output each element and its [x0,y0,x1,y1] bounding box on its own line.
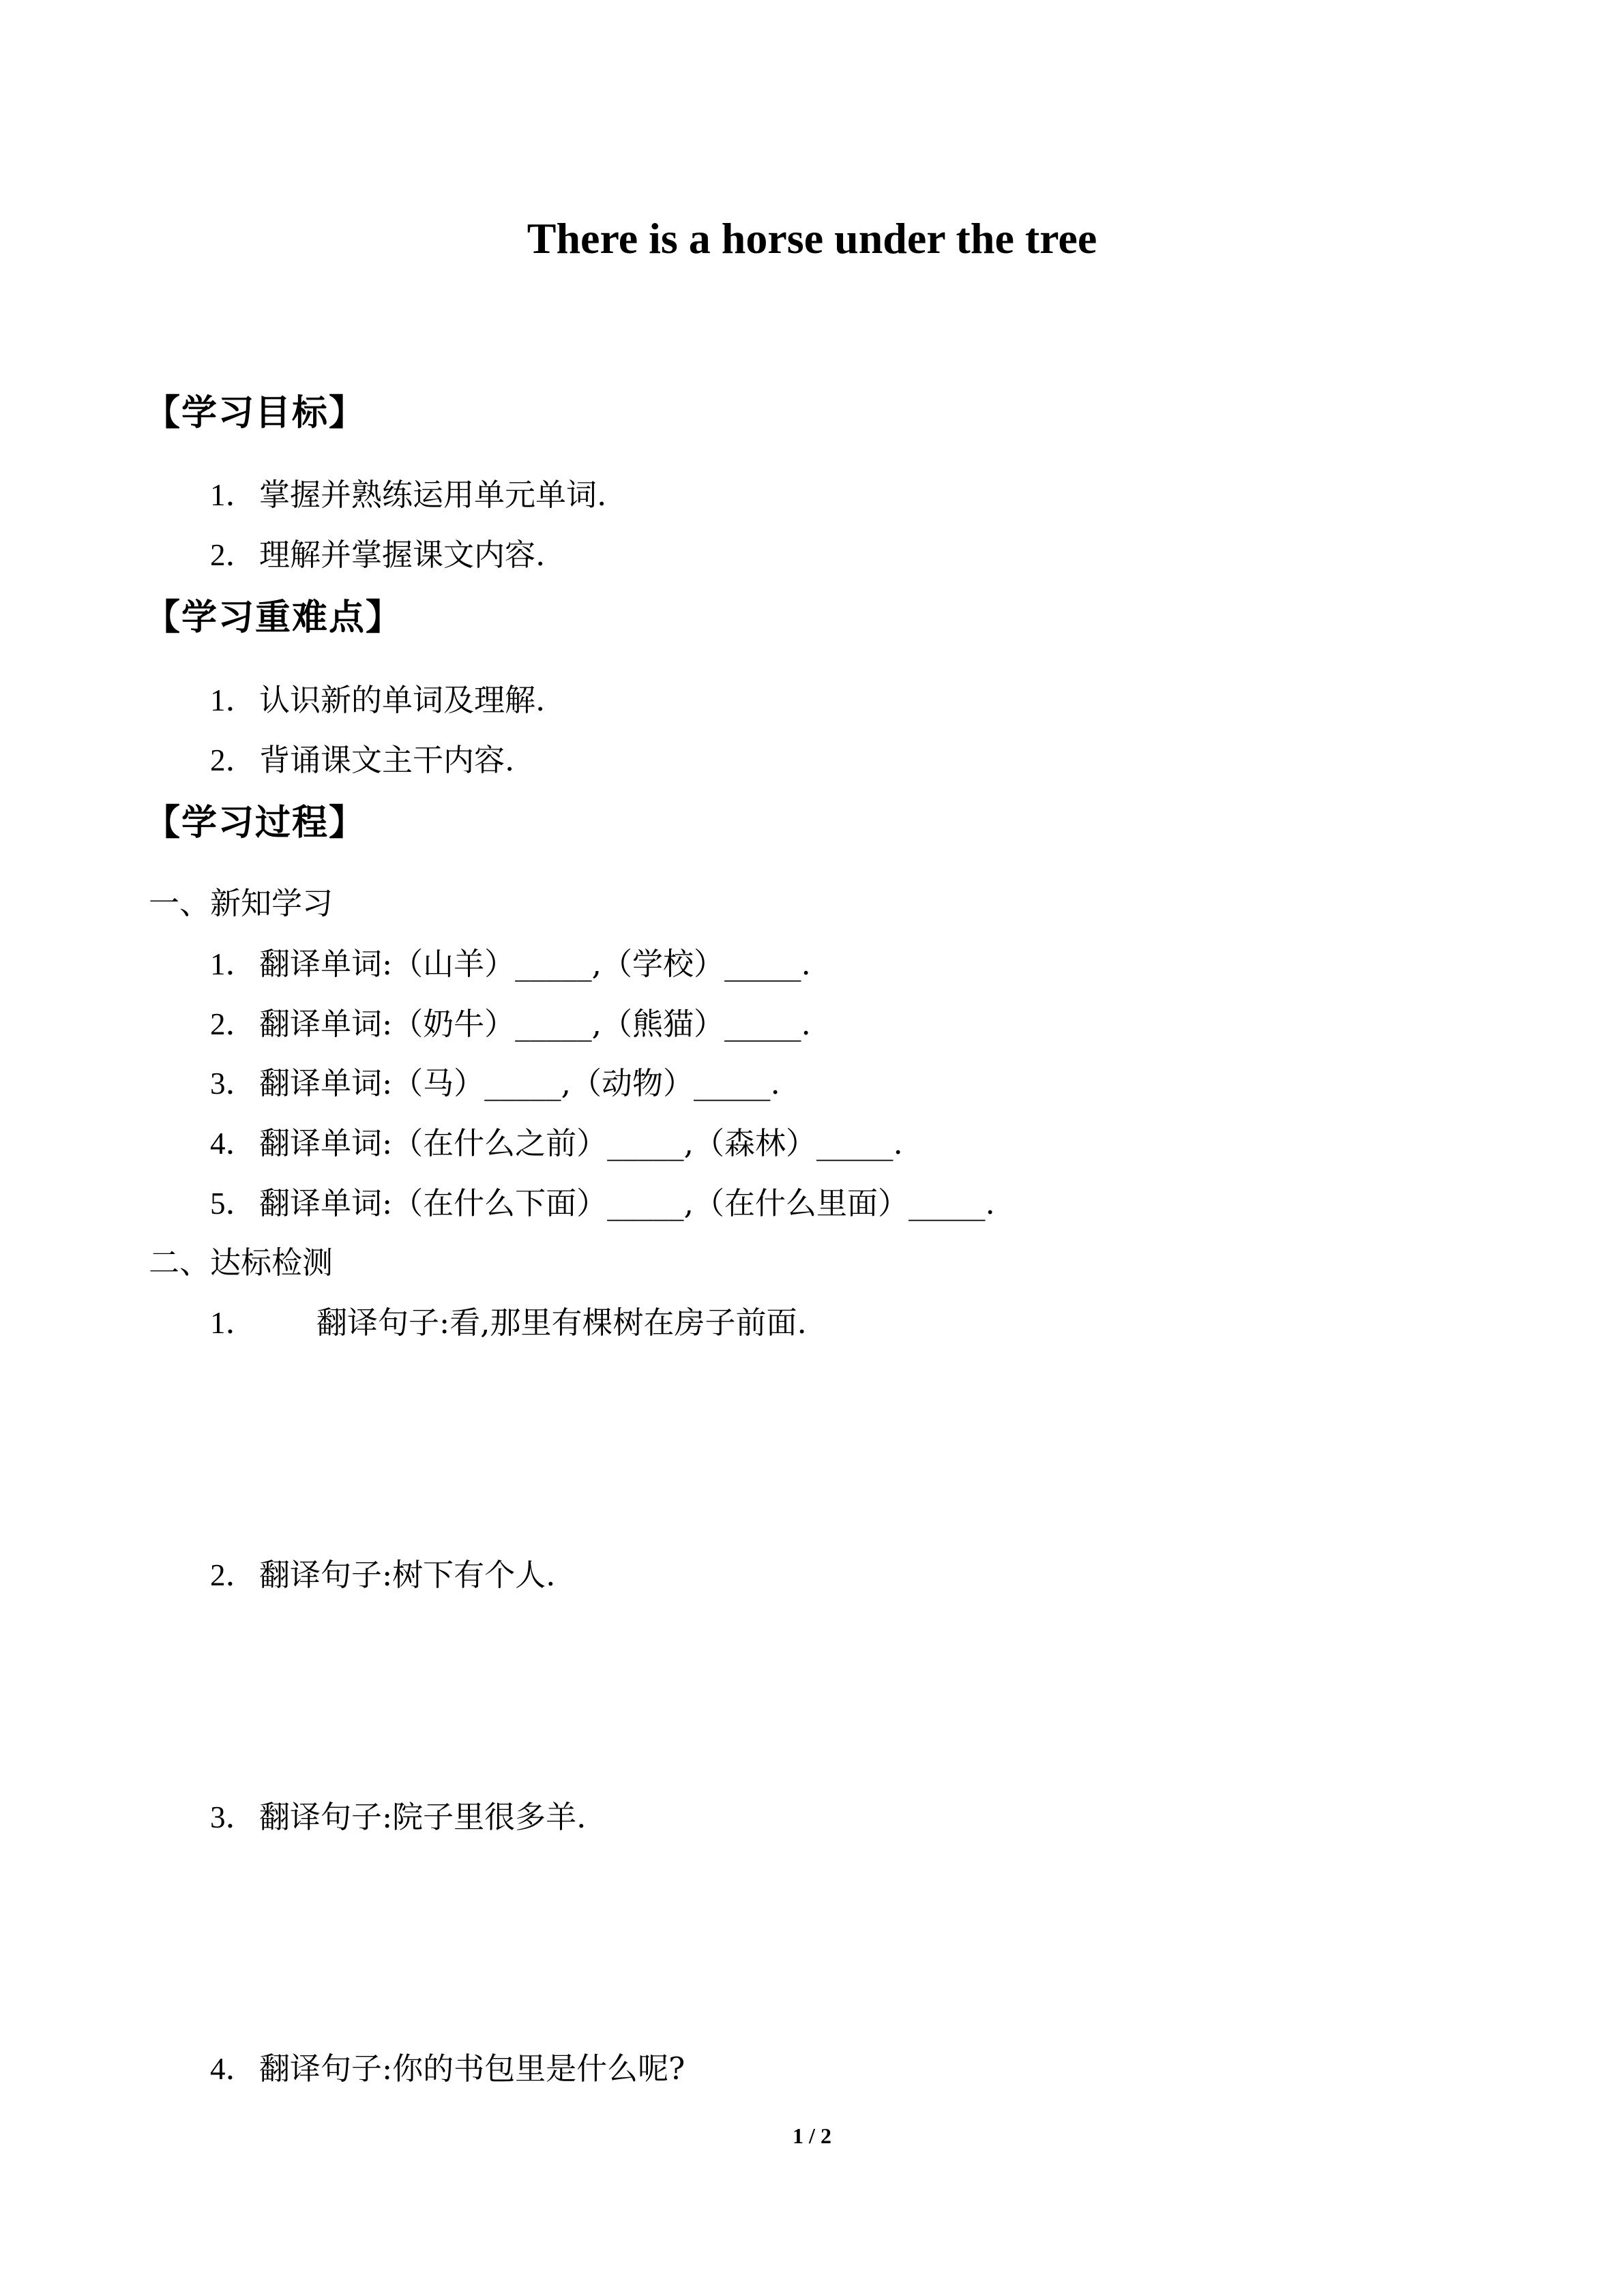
page-number: 1 / 2 [793,2123,831,2148]
list-item [210,473,606,517]
section-heading-key-points: 【学习重难点】 [145,597,403,638]
list-item [210,1301,807,1345]
list-item [210,1002,811,1046]
list-item [210,739,514,782]
subsection-heading-new-knowledge: 一、新知学习 [149,885,334,921]
document-title: There is a horse under the tree [527,214,1097,263]
section-heading-process: 【学习过程】 [145,803,366,844]
list-item [210,533,545,577]
item-number: 5． [210,1187,256,1221]
list-item [210,1795,586,1839]
item-number: 4． [210,1127,256,1161]
item-text: 翻译句子:树下有个人. [259,1557,556,1593]
item-text: 掌握并熟练运用单元单词. [259,477,607,513]
list-item [210,1062,780,1105]
item-text: 翻译句子:你的书包里是什么呢? [259,2051,685,2087]
list-item [210,1182,995,1225]
item-text: 翻译单词:（在什么下面）_____,（在什么里面）_____. [259,1185,995,1221]
item-number: 1． [210,1306,256,1340]
item-number: 2． [210,1558,256,1592]
item-number: 2． [210,1007,256,1041]
item-number: 3． [210,1067,256,1101]
item-number: 3． [210,1800,256,1834]
item-text: 翻译单词:（在什么之前）_____,（森林）_____. [259,1125,903,1161]
list-item [210,2047,685,2091]
item-number: 1． [210,683,256,717]
item-text: 翻译单词:（奶牛）_____,（熊猫）_____. [259,1006,811,1042]
item-number: 1． [210,947,256,981]
item-text: 背诵课文主干内容. [259,742,515,778]
item-number: 4． [210,2052,256,2086]
item-number: 2． [210,538,256,572]
item-text: 翻译句子:院子里很多羊. [259,1799,587,1835]
item-text: 认识新的单词及理解. [259,682,546,718]
section-heading-goals: 【学习目标】 [145,393,366,434]
list-item [210,679,545,722]
item-text: 翻译单词:（山羊）_____,（学校）_____. [259,946,811,982]
list-item [210,1553,555,1597]
subsection-heading-assessment: 二、达标检测 [149,1244,334,1281]
item-text: 翻译句子:看,那里有棵树在房子前面. [316,1304,807,1341]
list-item [210,1122,903,1165]
item-text: 理解并掌握课文内容. [259,537,546,573]
item-text: 翻译单词:（马）_____,（动物）_____. [259,1065,780,1101]
item-number: 1． [210,478,256,512]
item-number: 2． [210,743,256,777]
list-item [210,942,811,986]
